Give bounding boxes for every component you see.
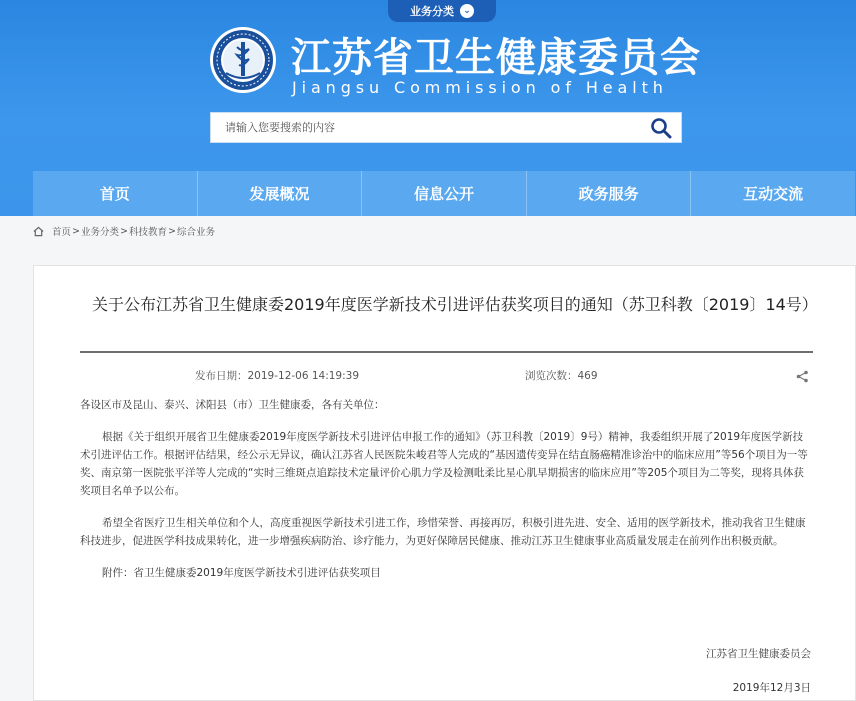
site-header <box>0 0 856 216</box>
article-card <box>33 265 856 701</box>
paragraph: 希望全省医疗卫生相关单位和个人，高度重视医学新技术引进工作，珍惜荣誉、再接再厉，积极引进先进、安全、适用的医学新技术，推动我省卫生健康科技进步，促进医学科技成果转化，进一步增强疾病防治、诊疗能力，为更好保障居民健康、推动江苏卫生健康事业高质量发展走在前列作出积极贡献。 <box>80 517 806 547</box>
paragraph: 根据《关于组织开展省卫生健康委2019年度医学新技术引进评估申报工作的通知》（苏卫科教〔2019〕9号）精神，我委组织开展了2019年度医学新技术引进评估工作。根据评估结果，经公示无异议，确认江苏省人民医院朱峻君等人完成的“基因遗传变异在结直肠癌精准诊治中的临床应用”等56个项目为一等奖、南京第一医院张平洋等人完成的“实时三维斑点追踪技术定量评价心肌力学及检测吡柔比星心肌早期损害的临床应用”等205个项目为二等奖，现将具体获奖项目名单予以公布。 <box>80 431 808 497</box>
nav-item-interaction[interactable]: 互动交流 <box>743 185 804 203</box>
main-nav <box>33 171 855 216</box>
nav-item-gov-services[interactable]: 政务服务 <box>527 171 692 216</box>
category-dropdown[interactable] <box>388 0 496 22</box>
breadcrumb-category[interactable]: 业务分类 <box>80 227 119 238</box>
search-bar <box>210 112 682 143</box>
title-divider <box>80 351 813 353</box>
article-title: 关于公布江苏省卫生健康委2019年度医学新技术引进评估获奖项目的通知（苏卫科教〔2019〕14号） <box>92 295 818 314</box>
search-input[interactable] <box>211 113 641 142</box>
nav-item-info-disclosure[interactable]: 信息公开 <box>362 171 527 216</box>
search-button[interactable] <box>641 113 681 142</box>
category-label: 业务分类 <box>410 5 454 18</box>
chevron-down-icon: ⌄ <box>460 4 474 18</box>
site-subtitle: Jiangsu Commission of Health <box>292 78 668 97</box>
salutation: 各设区市及昆山、泰兴、沭阳县（市）卫生健康委，各有关单位： <box>80 399 385 411</box>
view-count: 浏览次数：469 <box>525 370 598 382</box>
issue-date: 2019年12月3日 <box>732 682 811 694</box>
article-body <box>80 396 813 582</box>
share-button[interactable] <box>796 368 809 387</box>
emblem-logo <box>208 25 278 95</box>
nav-item-overview[interactable]: 发展概况 <box>198 171 363 216</box>
breadcrumb-home[interactable]: 首页 <box>52 227 72 238</box>
signature: 江苏省卫生健康委员会 <box>706 648 811 660</box>
home-icon[interactable] <box>33 226 44 237</box>
breadcrumb-general[interactable]: 综合业务 <box>176 227 215 238</box>
share-icon <box>796 370 809 383</box>
site-title: 江苏省卫生健康委员会 <box>291 35 701 81</box>
breadcrumb-sci-edu[interactable]: 科技教育 <box>128 227 167 238</box>
search-icon <box>650 117 672 139</box>
nav-item-home[interactable]: 首页 <box>33 171 198 216</box>
attachment-link[interactable]: 附件：省卫生健康委2019年度医学新技术引进评估获奖项目 <box>102 567 381 579</box>
breadcrumb: 首页 > 业务分类 > 科技教育 > 综合业务 <box>33 221 215 241</box>
publish-date: 发布日期：2019-12-06 14:19:39 <box>195 370 360 382</box>
